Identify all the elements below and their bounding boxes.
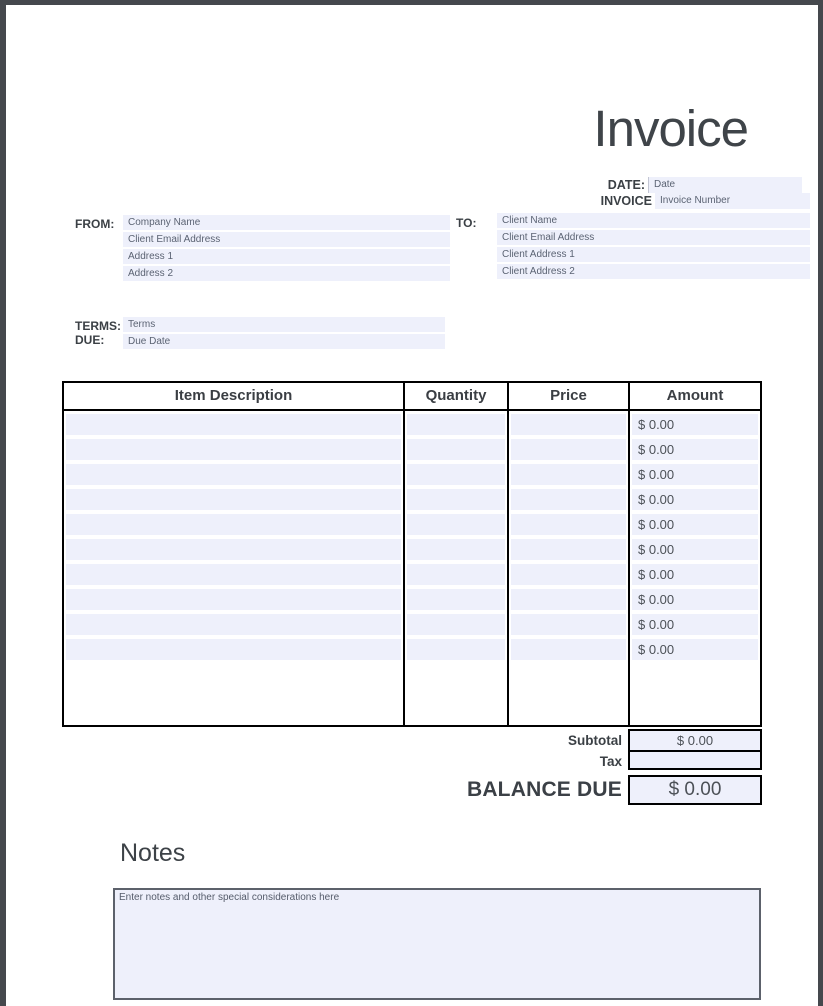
to-field-input[interactable]: Client Address 1 <box>497 247 810 262</box>
amount-cell: $ 0.00 <box>632 539 758 560</box>
notes-textarea[interactable]: Enter notes and other special considerations here <box>113 888 761 1000</box>
item-description-cell[interactable] <box>66 439 401 460</box>
due-label: DUE: <box>75 333 105 347</box>
terms-label: TERMS: <box>75 319 121 333</box>
balance-due-value: $ 0.00 <box>628 775 762 805</box>
from-field-input[interactable]: Address 2 <box>123 266 450 281</box>
amount-cell: $ 0.00 <box>632 414 758 435</box>
items-table-body <box>64 411 760 725</box>
item-description-cell[interactable] <box>66 564 401 585</box>
balance-due-row <box>62 775 762 805</box>
item-description-cell[interactable] <box>66 614 401 635</box>
quantity-cell[interactable] <box>407 414 505 435</box>
column-header-price: Price <box>509 383 630 409</box>
page-title: Invoice <box>593 100 748 157</box>
price-cell[interactable] <box>511 564 626 585</box>
item-description-cell[interactable] <box>66 589 401 610</box>
quantity-cell[interactable] <box>407 564 505 585</box>
items-table <box>62 381 762 727</box>
terms-due-fields <box>123 317 445 351</box>
tax-input[interactable] <box>628 750 762 770</box>
quantity-cell[interactable] <box>407 464 505 485</box>
quantity-cell[interactable] <box>407 514 505 535</box>
price-cell[interactable] <box>511 639 626 660</box>
tax-label: Tax <box>599 753 622 769</box>
from-field-input[interactable]: Address 1 <box>123 249 450 264</box>
from-field-input[interactable]: Client Email Address <box>123 232 450 247</box>
price-cell[interactable] <box>511 589 626 610</box>
item-description-cell[interactable] <box>66 639 401 660</box>
date-input[interactable]: Date <box>648 177 802 193</box>
price-cell[interactable] <box>511 539 626 560</box>
subtotal-label: Subtotal <box>568 733 622 748</box>
price-cell[interactable] <box>511 464 626 485</box>
due-date-input[interactable]: Due Date <box>123 334 445 349</box>
item-description-cell[interactable] <box>66 414 401 435</box>
amount-column <box>630 411 760 725</box>
to-field-input[interactable]: Client Name <box>497 213 810 228</box>
item-description-cell[interactable] <box>66 514 401 535</box>
date-label: DATE: <box>607 178 645 192</box>
column-header-quantity: Quantity <box>405 383 509 409</box>
amount-cell: $ 0.00 <box>632 464 758 485</box>
amount-cell: $ 0.00 <box>632 564 758 585</box>
amount-cell: $ 0.00 <box>632 614 758 635</box>
invoice-number-label: INVOICE <box>600 194 652 208</box>
to-field-input[interactable]: Client Address 2 <box>497 264 810 279</box>
to-label: TO: <box>456 216 477 230</box>
amount-cell: $ 0.00 <box>632 514 758 535</box>
item-description-cell[interactable] <box>66 489 401 510</box>
amount-cell: $ 0.00 <box>632 589 758 610</box>
notes-heading: Notes <box>120 839 186 867</box>
amount-cell: $ 0.00 <box>632 439 758 460</box>
to-fields <box>497 213 810 281</box>
item-description-cell[interactable] <box>66 464 401 485</box>
invoice-number-row <box>601 193 810 209</box>
price-cell[interactable] <box>511 489 626 510</box>
tax-row <box>62 752 762 770</box>
quantity-cell[interactable] <box>407 614 505 635</box>
items-table-header <box>64 383 760 411</box>
quantity-cell[interactable] <box>407 639 505 660</box>
terms-input[interactable]: Terms <box>123 317 445 332</box>
quantity-cell[interactable] <box>407 439 505 460</box>
price-cell[interactable] <box>511 514 626 535</box>
price-cell[interactable] <box>511 414 626 435</box>
to-field-input[interactable]: Client Email Address <box>497 230 810 245</box>
item-description-cell[interactable] <box>66 539 401 560</box>
invoice-number-input[interactable]: Invoice Number <box>655 193 810 209</box>
subtotal-value: $ 0.00 <box>628 729 762 752</box>
column-header-item-description: Item Description <box>64 383 405 409</box>
item-description-column <box>64 411 405 725</box>
subtotal-row <box>62 729 762 752</box>
from-field-input[interactable]: Company Name <box>123 215 450 230</box>
column-header-amount: Amount <box>666 387 724 404</box>
quantity-cell[interactable] <box>407 539 505 560</box>
amount-cell: $ 0.00 <box>632 639 758 660</box>
date-row <box>608 177 802 193</box>
quantity-column <box>405 411 509 725</box>
from-label: FROM: <box>75 217 115 231</box>
price-column <box>509 411 630 725</box>
amount-cell: $ 0.00 <box>632 489 758 510</box>
document-page <box>6 5 818 1006</box>
price-cell[interactable] <box>511 439 626 460</box>
totals-section <box>62 729 762 805</box>
balance-due-label: BALANCE DUE <box>466 778 622 801</box>
quantity-cell[interactable] <box>407 489 505 510</box>
from-fields <box>123 215 450 283</box>
price-cell[interactable] <box>511 614 626 635</box>
quantity-cell[interactable] <box>407 589 505 610</box>
